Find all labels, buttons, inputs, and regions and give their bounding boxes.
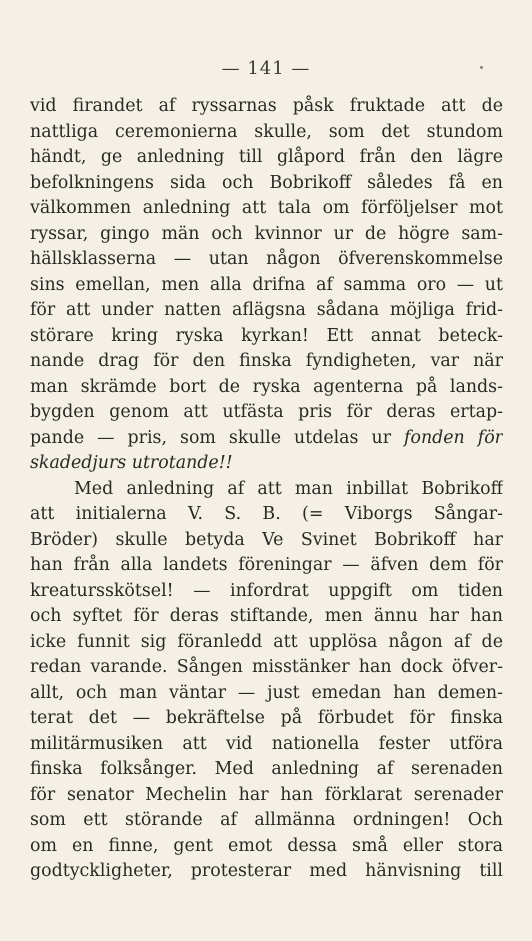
text-line: ryssar, gingo män och kvinnor ur de högre sam- bbox=[30, 223, 503, 244]
text-line: och syftet för deras stiftande, men ännu har han bbox=[30, 606, 503, 626]
text-line: som ett störande af allmänna ordningen! Och bbox=[30, 810, 503, 830]
print-speck bbox=[480, 66, 483, 69]
body-text bbox=[30, 94, 503, 885]
text-line: finska folksånger. Med anledning af serenaden bbox=[30, 759, 503, 779]
text-line: man skrämde bort de ryska agenterna på lands- bbox=[30, 376, 503, 397]
text-line: hällsklasserna — utan någon öfverenskommelse bbox=[30, 249, 503, 269]
text-line: välkommen anledning att tala om förföljelser mot bbox=[30, 198, 503, 218]
text-line: terat det — bekräftelse på förbudet för finska bbox=[30, 708, 503, 728]
text-line: Bröder) skulle betyda Ve Svinet Bobrikoff har bbox=[30, 529, 503, 550]
text-line: för att under natten aflägsna sådana möjliga frid- bbox=[30, 300, 503, 320]
text-line: vid firandet af ryssarnas påsk fruktade att de bbox=[30, 96, 503, 116]
text-line: nande drag för den finska fyndigheten, var när bbox=[30, 351, 503, 371]
text-line: för senator Mechelin har han förklarat serenader bbox=[30, 784, 503, 805]
text-line: att initialerna V. S. B. (= Viborgs Sångar- bbox=[30, 504, 503, 524]
text-line: bygden genom att utfästa pris för deras ertap- bbox=[30, 402, 503, 422]
text-line: nattliga ceremonierna skulle, som det stundom bbox=[30, 121, 503, 142]
text-line: sins emellan, men alla drifna af samma oro — ut bbox=[30, 274, 503, 295]
text-line: om en finne, gent emot dessa små eller stora bbox=[30, 835, 503, 856]
text-line: militärmusiken att vid nationella fester utföra bbox=[30, 733, 503, 754]
text-line: han från alla landets föreningar — äfven dem för bbox=[30, 555, 503, 575]
text-line: redan varande. Sången misstänker han dock öfver- bbox=[30, 657, 503, 677]
text-line: befolkningens sida och Bobrikoff således få en bbox=[30, 172, 503, 193]
text-line: godtyckligheter, protesterar med hänvisning till bbox=[30, 861, 503, 881]
text-line-roman: pande — pris, som skulle utdelas ur bbox=[30, 427, 392, 448]
text-line: allt, och man väntar — just emedan han demen- bbox=[30, 682, 503, 703]
text-line-italic: fonden för bbox=[404, 427, 503, 448]
page-number: — 141 — bbox=[221, 58, 311, 79]
text-line: händt, ge anledning till glåpord från den lägre bbox=[30, 147, 503, 167]
text-line: kreatursskötsel! — infordrat uppgift om tiden bbox=[30, 580, 503, 601]
text-line-mixed bbox=[30, 426, 503, 452]
text-line: störare kring ryska kyrkan! Ett annat beteck- bbox=[30, 325, 503, 346]
text-line: icke funnit sig föranledd att upplösa någon af de bbox=[30, 631, 503, 652]
text-line-paragraph-start: Med anledning af att man inbillat Bobrikoff bbox=[74, 478, 503, 499]
text-line-italic: skadedjurs utrotande!! bbox=[30, 453, 233, 473]
